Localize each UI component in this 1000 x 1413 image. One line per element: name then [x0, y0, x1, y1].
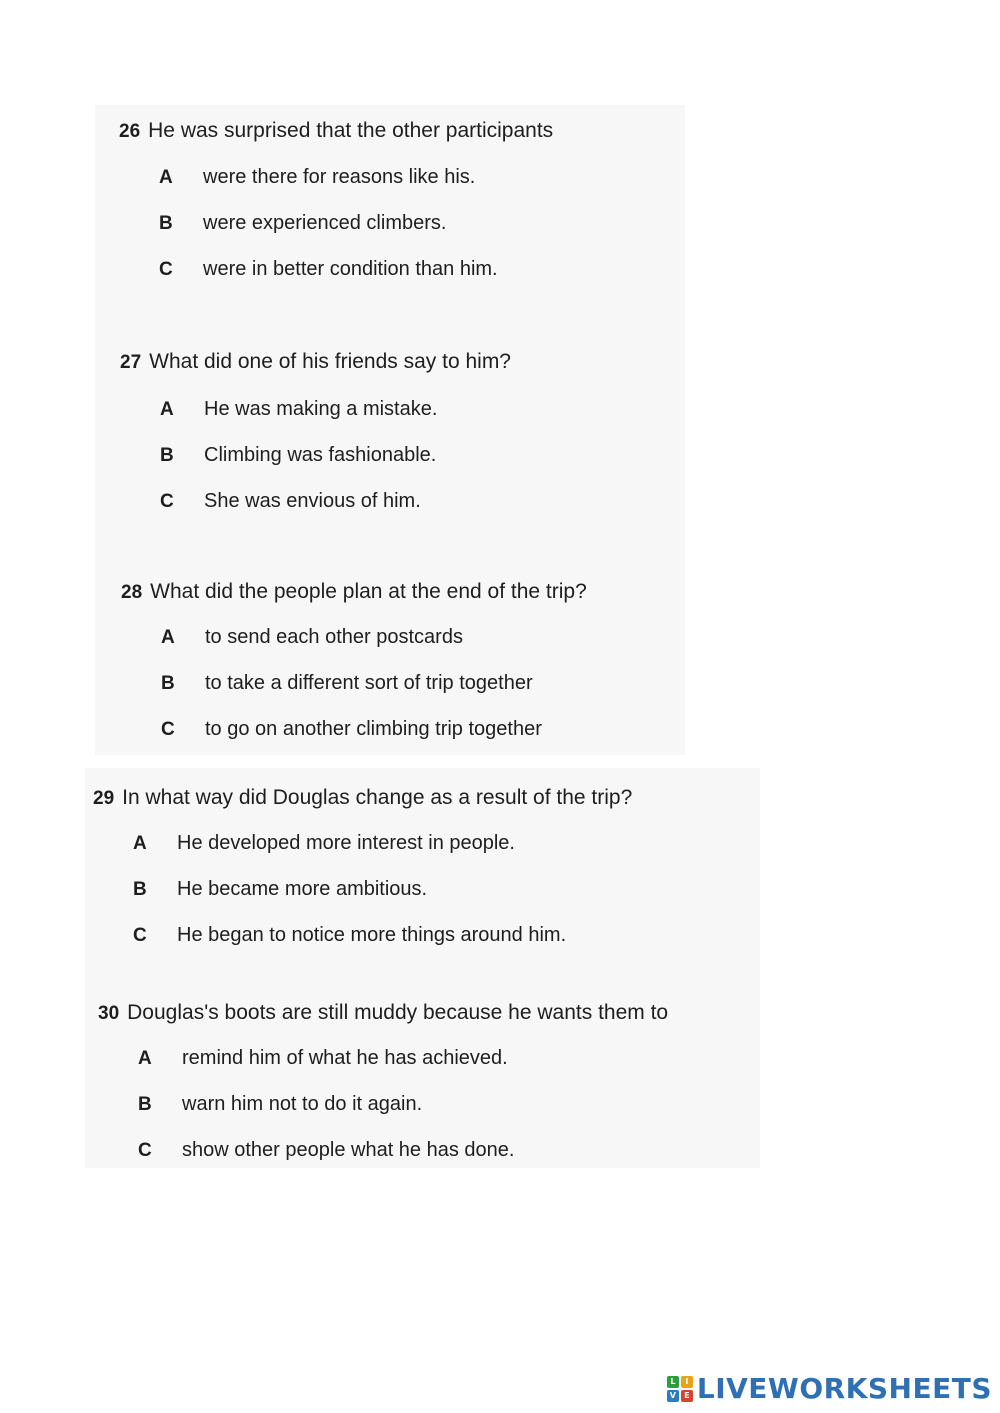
question-number: 29 — [93, 788, 115, 809]
option-a[interactable] — [133, 830, 672, 857]
option-text: He began to notice more things around him. — [177, 924, 567, 946]
liveworksheets-logo-icon — [667, 1376, 693, 1402]
option-letter: C — [159, 259, 173, 280]
option-text: were experienced climbers. — [203, 212, 447, 234]
option-letter: A — [138, 1048, 152, 1069]
option-a[interactable] — [159, 164, 593, 191]
option-letter: B — [159, 213, 173, 234]
question-stem — [121, 579, 587, 606]
option-letter: B — [133, 879, 147, 900]
option-letter: C — [133, 925, 147, 946]
question-text: What did one of his friends say to him? — [149, 350, 511, 373]
question-text: He was surprised that the other participants — [148, 119, 554, 142]
option-letter: A — [161, 627, 175, 648]
option-text: to go on another climbing trip together — [205, 718, 542, 740]
option-a[interactable] — [138, 1045, 708, 1072]
option-text: He was making a mistake. — [204, 398, 438, 420]
question-30 — [98, 1000, 668, 1164]
logo-tile: I — [681, 1376, 693, 1388]
option-text: to send each other postcards — [205, 626, 463, 648]
option-letter: A — [160, 399, 174, 420]
question-text: Douglas's boots are still muddy because he wants them to — [127, 1001, 669, 1024]
question-stem — [120, 349, 511, 376]
option-text: show other people what he has done. — [182, 1139, 515, 1161]
liveworksheets-watermark — [667, 1372, 992, 1405]
question-text: What did the people plan at the end of the trip? — [150, 580, 587, 603]
question-29 — [93, 785, 632, 949]
option-letter: C — [138, 1140, 152, 1161]
option-text: remind him of what he has achieved. — [182, 1047, 508, 1069]
watermark-text: LIVEWORKSHEETS — [696, 1372, 992, 1405]
option-c[interactable] — [159, 256, 593, 283]
option-letter: C — [161, 719, 175, 740]
option-c[interactable] — [161, 716, 627, 743]
option-letter: B — [161, 673, 175, 694]
option-letter: A — [159, 167, 173, 188]
option-text: He developed more interest in people. — [177, 832, 515, 854]
question-stem — [98, 1000, 668, 1027]
option-text: Climbing was fashionable. — [204, 444, 437, 466]
option-text: warn him not to do it again. — [182, 1093, 423, 1115]
question-text: In what way did Douglas change as a result of the trip? — [122, 786, 633, 809]
option-b[interactable] — [161, 670, 627, 697]
option-c[interactable] — [160, 488, 551, 515]
question-26 — [119, 118, 553, 283]
option-b[interactable] — [138, 1091, 708, 1118]
option-letter: A — [133, 833, 147, 854]
option-text: She was envious of him. — [204, 490, 421, 512]
question-28 — [121, 579, 587, 743]
option-letter: B — [160, 445, 174, 466]
question-number: 28 — [121, 582, 143, 603]
question-27 — [120, 349, 511, 515]
option-b[interactable] — [159, 210, 593, 237]
option-text: He became more ambitious. — [177, 878, 428, 900]
question-number: 30 — [98, 1003, 120, 1024]
option-letter: C — [160, 491, 174, 512]
option-b[interactable] — [133, 876, 672, 903]
option-b[interactable] — [160, 442, 551, 469]
question-number: 26 — [119, 121, 141, 142]
logo-tile: E — [681, 1390, 693, 1402]
option-text: were there for reasons like his. — [203, 166, 476, 188]
option-a[interactable] — [161, 624, 627, 651]
option-text: to take a different sort of trip together — [205, 672, 533, 694]
option-c[interactable] — [138, 1137, 708, 1164]
question-stem — [119, 118, 553, 145]
option-a[interactable] — [160, 396, 551, 423]
question-number: 27 — [120, 352, 142, 373]
option-letter: B — [138, 1094, 152, 1115]
option-text: were in better condition than him. — [203, 258, 498, 280]
logo-tile: L — [667, 1376, 679, 1388]
logo-tile: V — [667, 1390, 679, 1402]
option-c[interactable] — [133, 922, 672, 949]
question-stem — [93, 785, 632, 812]
